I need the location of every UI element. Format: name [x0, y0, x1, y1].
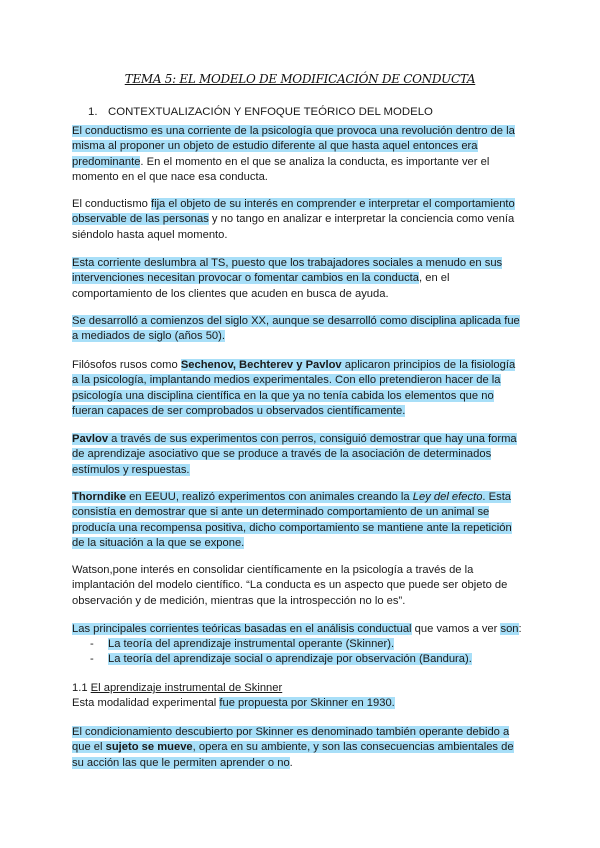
highlight: El conductismo es una corriente de la psicología que provoca una revolución dentro de la misma al proponer un objeto de estudio diferente al que hasta aquel entonces era predominante [72, 125, 515, 168]
paragraph-4 [72, 314, 524, 345]
highlight-italic: Ley del efecto [412, 491, 483, 503]
highlight-bold: Pavlov [72, 433, 109, 445]
text: y no tango en analizar e interpretar la conciencia como venía siéndolo hasta aquel momento. [72, 213, 515, 241]
paragraph-2 [72, 197, 524, 243]
highlight: Las principales corrientes teóricas basadas en el análisis conductual [72, 623, 412, 635]
highlight: El condicionamiento descubierto por Skinner es denominado también operante debido a que el [72, 726, 510, 754]
text: , en el comportamiento de los clientes que acuden en busca de ayuda. [72, 272, 450, 300]
text: Esta modalidad experimental [72, 697, 220, 709]
highlight: a través de sus experimentos con perros, consiguió demostrar que hay una forma de aprendizaje asociativo que se produce a través de la asociación de determinados estímulos y respuestas. [72, 433, 517, 476]
highlight: Se desarrolló a comienzos del siglo XX, aunque se desarrolló como disciplina aplicada fue a mediados de siglo (años 50). [72, 315, 520, 343]
paragraph-11 [72, 725, 524, 771]
list-item [90, 637, 394, 652]
paragraph-6 [72, 432, 524, 478]
paragraph-9 [72, 622, 524, 637]
subsection-label: El aprendizaje instrumental de Skinner [90, 682, 283, 694]
bullet-dash: - [90, 653, 94, 665]
text: . [289, 756, 293, 769]
highlight: Esta corriente deslumbra al TS, puesto que los trabajadores sociales a menudo en sus intervenciones necesitan provocar o fomentar cambios en la conducta [72, 257, 503, 285]
highlight: fija el objeto de su interés en comprender e interpretar el comportamiento observable de las personas [72, 198, 515, 226]
subsection-number: 1.1 [72, 682, 91, 694]
paragraph-3 [72, 256, 524, 302]
text: El conductismo [72, 198, 151, 210]
list-item [90, 652, 472, 667]
highlight: . Esta consistía en demostrar que si ante un determinado comportamiento de un animal se producía una recompensa positiva, dicho comportamiento se mantiene ante la repetición de la situación a la que se expone. [72, 491, 512, 549]
text: que vamos a ver [411, 623, 501, 635]
highlight: La teoría del aprendizaje social o aprendizaje por observación (Bandura). [108, 653, 472, 665]
highlight-bold: sujeto se mueve [105, 741, 193, 754]
highlight-bold: Sechenov, Bechterev y Pavlov [180, 359, 342, 371]
paragraph-7 [72, 490, 524, 551]
paragraph-5 [72, 358, 524, 419]
page-title: TEMA 5: EL MODELO DE MODIFICACIÓN DE CONDUCTA [124, 72, 476, 86]
section-number: 1. [88, 106, 98, 118]
text: . En el momento en el que se analiza la conducta, es importante ver el momento en el que nace esa conducta. [72, 155, 490, 183]
highlight: , opera en su ambiente, y son las consecuencias ambientales de su acción las que le permiten aprender o no [72, 741, 514, 769]
highlight-bold: Thorndike [72, 491, 127, 503]
section-heading [88, 106, 433, 118]
section-label: CONTEXTUALIZACIÓN Y ENFOQUE TEÓRICO DEL MODELO [108, 106, 433, 118]
highlight: La teoría del aprendizaje instrumental operante (Skinner). [108, 638, 395, 650]
paragraph-10 [72, 696, 524, 711]
paragraph-8 [72, 563, 524, 609]
text: Watson,pone interés en consolidar científicamente en la psicología a través de la implantación del modelo científico. “La conducta es un aspecto que puede ser objeto de observación y de medición, mientras que la introspección no lo es”. [72, 564, 508, 607]
highlight: son [500, 623, 519, 635]
paragraph-1 [72, 124, 524, 185]
text: : [518, 623, 522, 635]
text: Filósofos rusos como [72, 359, 181, 371]
bullet-dash: - [90, 638, 94, 650]
highlight: aplicaron principios de la fisiología a la psicología, implantando medios experimentales. Con ello pretendieron hacer de la psicología una disciplina científica en la que ya no tenía cabida los elementos que no fueran capaces de ser comprobados u observados científicamente. [72, 359, 516, 417]
highlight: en EEUU, realizó experimentos con animales creando la [126, 491, 413, 503]
subsection-heading [72, 681, 524, 696]
highlight: fue propuesta por Skinner en 1930. [219, 697, 395, 709]
